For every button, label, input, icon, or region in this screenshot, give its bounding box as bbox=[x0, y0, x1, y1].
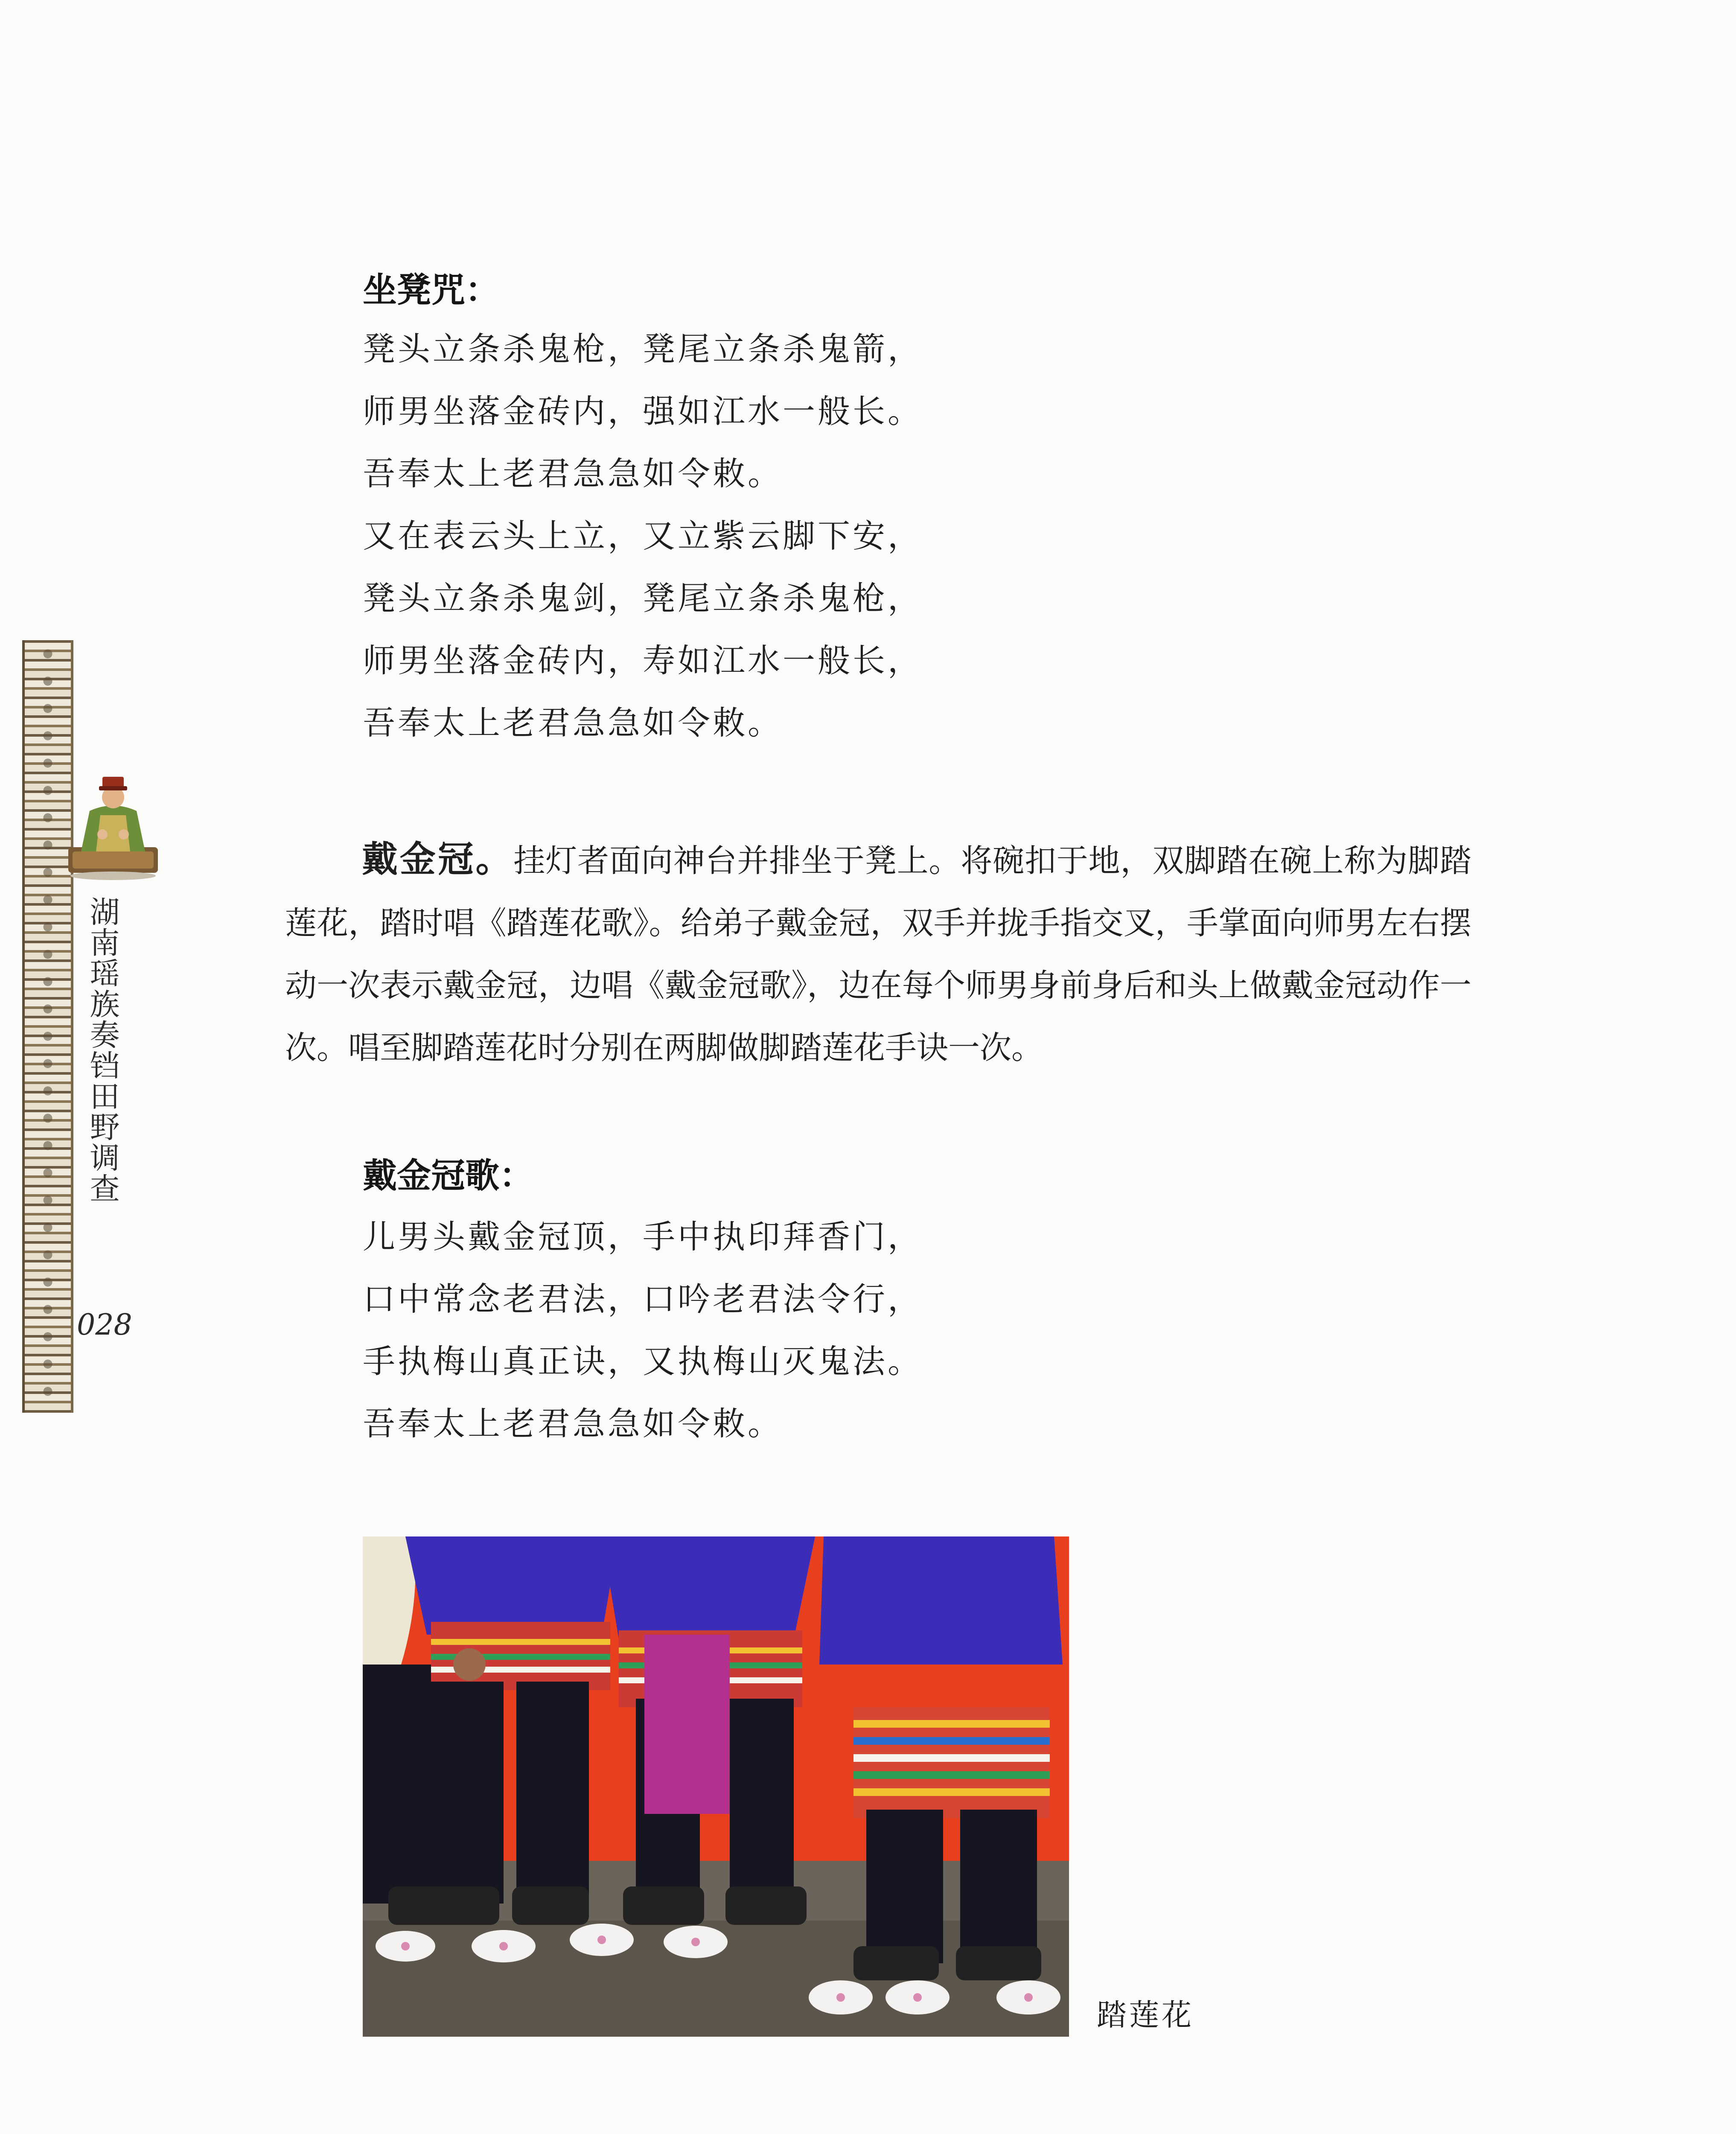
golden-crown-paragraph bbox=[285, 828, 1471, 1079]
verse-line: 吾奉太上老君急急如令敕。 bbox=[363, 704, 783, 742]
verse-line: 口中常念老君法，口吟老君法令行， bbox=[363, 1280, 923, 1318]
decorative-border-strip bbox=[22, 640, 73, 1413]
verse-line: 凳头立条杀鬼枪，凳尾立条杀鬼箭， bbox=[363, 330, 923, 368]
paragraph-body: 挂灯者面向神台并排坐于凳上。将碗扣于地，双脚踏在碗上称为脚踏莲花，踏时唱《踏莲花歌》。给弟子戴金冠，双手并拢手指交叉，手掌面向师男左右摆动一次表示戴金冠，边唱《戴金冠歌》，边在每个师男身前身后和头上做戴金冠动作一次。唱至脚踏莲花时分别在两脚做脚踏莲花手诀一次。 bbox=[285, 843, 1471, 1066]
lotus-stepping-photo bbox=[363, 1536, 1069, 2037]
paragraph-lead-term: 戴金冠。 bbox=[362, 838, 514, 880]
page-number: 028 bbox=[77, 1308, 132, 1342]
verse-line: 儿男头戴金冠顶，手中执印拜香门， bbox=[363, 1218, 923, 1256]
section-heading-golden-crown-song: 戴金冠歌： bbox=[363, 1156, 533, 1195]
verse-line: 又在表云头上立，又立紫云脚下安， bbox=[363, 517, 923, 555]
book-title-vertical: 湖南瑶族奏铛田野调查 bbox=[85, 896, 120, 1204]
verse-line: 师男坐落金砖内，寿如江水一般长， bbox=[363, 641, 923, 679]
border-pattern-icon bbox=[25, 640, 71, 1413]
photo-caption: 踏莲花 bbox=[1097, 1997, 1194, 2032]
verse-line: 吾奉太上老君急急如令敕。 bbox=[363, 1405, 783, 1443]
golden-crown-song-verse bbox=[363, 1206, 923, 1455]
stool-incantation-verse bbox=[363, 318, 923, 754]
section-heading-stool-incantation: 坐凳咒： bbox=[363, 270, 499, 310]
seated-deity-figure-icon bbox=[60, 760, 166, 883]
verse-line: 手执梅山真正诀，又执梅山灭鬼法。 bbox=[363, 1342, 923, 1380]
verse-line: 凳头立条杀鬼剑，凳尾立条杀鬼枪， bbox=[363, 579, 923, 617]
verse-line: 吾奉太上老君急急如令敕。 bbox=[363, 455, 783, 493]
verse-line: 师男坐落金砖内，强如江水一般长。 bbox=[363, 392, 923, 430]
